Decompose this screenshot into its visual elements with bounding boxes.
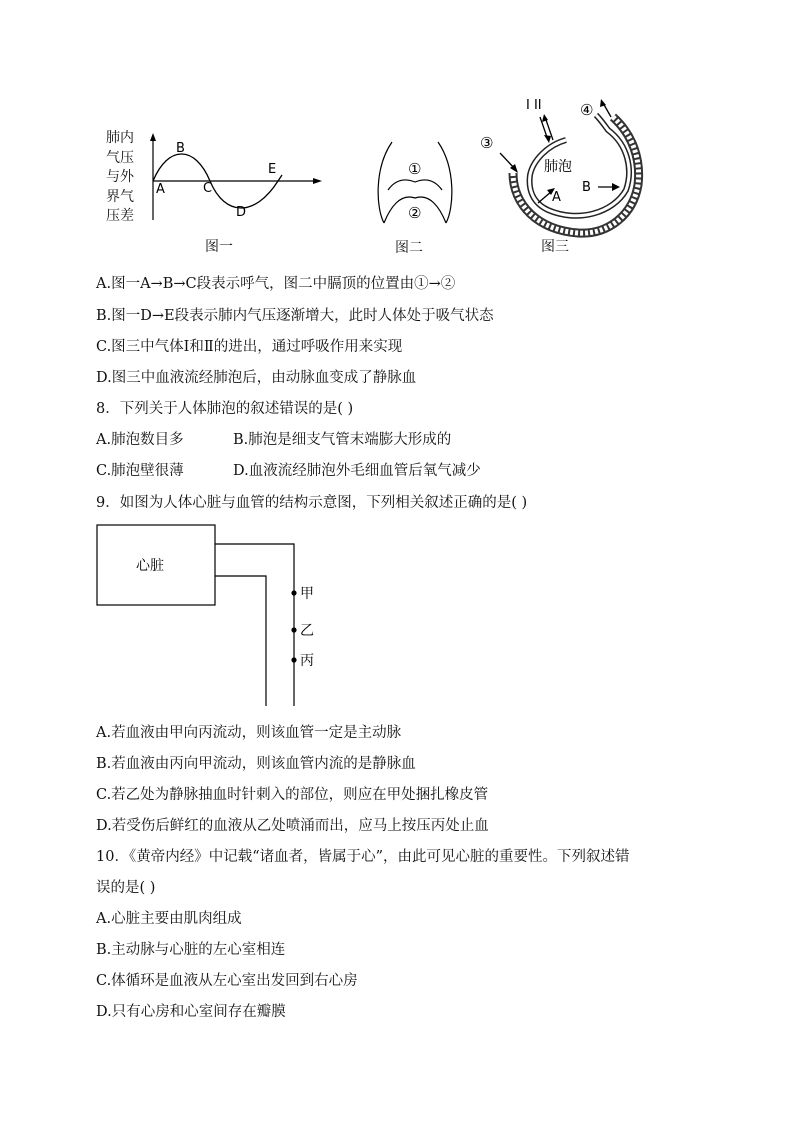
- vessel-inner: [215, 576, 266, 706]
- point-yi-dot: [291, 627, 296, 632]
- q7-option-a: A.图一A→B→C段表示呼气，图二中膈顶的位置由①→②: [96, 276, 456, 292]
- q9-stem: 9．如图为人体心脏与血管的结构示意图，下列相关叙述正确的是( ): [96, 495, 528, 511]
- q10-stem-line1: 10．《黄帝内经》中记载“诸血者，皆属于心”，由此可见心脏的重要性。下列叙述错: [96, 849, 630, 865]
- q9-option-b: B.若血液由丙向甲流动，则该血管内流的是静脉血: [96, 756, 416, 772]
- point-bing-dot: [291, 657, 296, 662]
- figure-1-ylabel: 肺内 气压 与外 界气 压差: [106, 130, 134, 224]
- point-jia-dot: [291, 590, 296, 595]
- y-axis-arrow: [150, 133, 156, 141]
- q10-option-d: D.只有心房和心室间存在瓣膜: [96, 1004, 286, 1020]
- figure-1-caption: 图一: [205, 239, 233, 255]
- q10-option-c: C.体循环是血液从左心室出发回到右心房: [96, 973, 358, 989]
- upper-diaphragm-line: [388, 180, 442, 190]
- figure-2-caption: 图二: [395, 240, 423, 256]
- q7-option-c: C.图三中气体Ⅰ和Ⅱ的进出，通过呼吸作用来实现: [96, 339, 403, 355]
- region-2-label: ②: [408, 204, 422, 222]
- gas-arrowhead-2: [542, 114, 548, 122]
- q8-option-d: D.血液流经肺泡外毛细血管后氧气减少: [233, 463, 481, 479]
- q7-option-b: B.图一D→E段表示肺内气压逐渐增大，此时人体处于吸气状态: [96, 308, 494, 324]
- q10-stem-line2: 误的是( ): [96, 880, 156, 896]
- point-d-label: D: [236, 205, 247, 220]
- q10-option-b: B.主动脉与心脏的左心室相连: [96, 942, 286, 958]
- thorax-diagram: [370, 138, 460, 233]
- heart-label: 心脏: [136, 558, 164, 574]
- gas-labels: I II: [526, 98, 542, 113]
- q8-option-a: A.肺泡数目多: [96, 432, 184, 448]
- marker-3: ③: [480, 134, 494, 152]
- figure-2: [370, 138, 460, 263]
- q9-option-d: D.若受伤后鲜红的血液从乙处喷涌而出，应马上按压丙处止血: [96, 818, 489, 834]
- label-b: B: [582, 180, 591, 195]
- figure-3-caption: 图三: [541, 239, 569, 255]
- point-b-label: B: [176, 141, 185, 156]
- region-1-label: ①: [408, 160, 422, 178]
- marker-4: ④: [580, 101, 594, 119]
- alveolus-diagram: [478, 95, 648, 240]
- q10-option-a: A.心脏主要由肌肉组成: [96, 911, 242, 927]
- q8-option-b: B.肺泡是细支气管末端膨大形成的: [233, 432, 452, 448]
- q7-option-d: D.图三中血液流经肺泡后，由动脉血变成了静脉血: [96, 370, 417, 386]
- gas-arrowhead-1: [544, 135, 551, 143]
- vessel-outer: [215, 544, 294, 706]
- heart-vessel-diagram: [96, 524, 336, 710]
- point-bing-label: 丙: [300, 653, 314, 669]
- q8-option-c: C.肺泡壁很薄: [96, 463, 184, 479]
- x-axis-arrow: [313, 178, 322, 184]
- q9-option-c: C.若乙处为静脉抽血时针刺入的部位，则应在甲处捆扎橡皮管: [96, 787, 489, 803]
- point-a-label: A: [156, 182, 165, 197]
- heart-vessel-figure: [96, 524, 336, 710]
- alveolus-label: 肺泡: [544, 159, 572, 175]
- label-a: A: [552, 190, 561, 205]
- q9-option-a: A.若血液由甲向丙流动，则该血管一定是主动脉: [96, 725, 402, 741]
- point-jia-label: 甲: [300, 586, 314, 602]
- q8-stem: 8．下列关于人体肺泡的叙述错误的是( ): [96, 401, 354, 417]
- point-e-label: E: [268, 162, 277, 177]
- point-c-label: C: [203, 181, 213, 196]
- figure-3: [478, 95, 648, 260]
- b-arrowhead: [612, 183, 620, 191]
- figure-1: [100, 125, 330, 265]
- point-yi-label: 乙: [300, 623, 314, 639]
